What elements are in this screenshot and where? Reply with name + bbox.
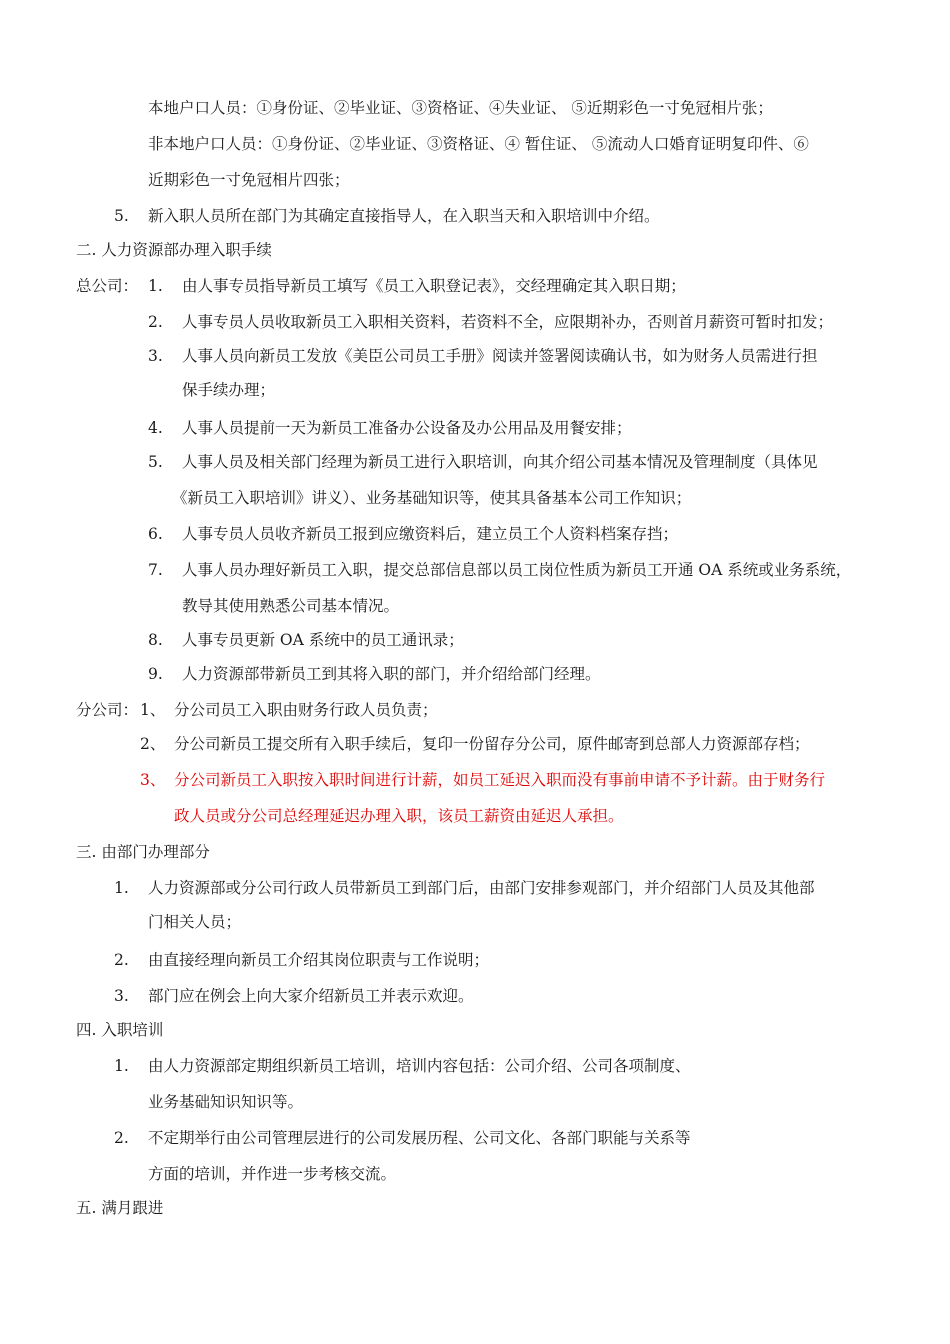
branch-item-3-text-line-2: 政人员或分公司总经理延迟办理入职，该员工薪资由延迟人承担。 <box>174 807 624 825</box>
dept-item-2-text: 由直接经理向新员工介绍其岗位职责与工作说明； <box>148 951 490 969</box>
training-item-2-text-line-1: 不定期举行由公司管理层进行的公司发展历程、公司文化、各部门职能与关系等 <box>148 1129 691 1147</box>
local-docs-line: 本地户口人员：①身份证、②毕业证、③资格证、④失业证、 ⑤近期彩色一寸免冠相片张； <box>148 99 773 117</box>
dept-item-3-number: 3. <box>114 987 129 1005</box>
hq-item-8-text: 人事专员更新 OA 系统中的员工通讯录； <box>182 631 464 649</box>
branch-item-3-text-line-1: 分公司新员工入职按入职时间进行计薪，如员工延迟入职而没有事前申请不予计薪。由于财务行 <box>174 771 826 789</box>
hq-item-3-text-line-2: 保手续办理； <box>182 381 276 399</box>
hq-item-5-text-line-1: 人事人员及相关部门经理为新员工进行入职培训，向其介绍公司基本情况及管理制度（具体见 <box>182 453 818 471</box>
hq-item-1-number: 1. <box>148 277 163 295</box>
section-5-heading: 五. 满月跟进 <box>76 1199 164 1217</box>
nonlocal-docs-line-1: 非本地户口人员：①身份证、②毕业证、③资格证、④ 暂住证、 ⑤流动人口婚育证明复印件、⑥ <box>148 135 809 153</box>
hq-item-6-text: 人事专员人员收齐新员工报到应缴资料后，建立员工个人资料档案存挡； <box>182 525 679 543</box>
hq-item-9-text: 人力资源部带新员工到其将入职的部门，并介绍给部门经理。 <box>182 665 601 683</box>
hq-item-4-number: 4. <box>148 419 163 437</box>
dept-item-2-number: 2. <box>114 951 129 969</box>
dept-item-1-number: 1. <box>114 879 129 897</box>
branch-item-2-text: 分公司新员工提交所有入职手续后，复印一份留存分公司，原件邮寄到总部人力资源部存档； <box>174 735 810 753</box>
branch-item-3-number: 3、 <box>140 771 166 789</box>
hq-item-2-text: 人事专员人员收取新员工入职相关资料，若资料不全，应限期补办，否则首月薪资可暂时扣发； <box>182 313 834 331</box>
hq-item-5-number: 5. <box>148 453 163 471</box>
hq-label: 总公司： <box>76 277 139 295</box>
intro-item-5-text: 新入职人员所在部门为其确定直接指导人，在入职当天和入职培训中介绍。 <box>148 207 660 225</box>
dept-item-3-text: 部门应在例会上向大家介绍新员工并表示欢迎。 <box>148 987 474 1005</box>
hq-item-2-number: 2. <box>148 313 163 331</box>
section-2-heading: 二. 人力资源部办理入职手续 <box>76 241 272 259</box>
branch-item-2-number: 2、 <box>140 735 166 753</box>
hq-item-8-number: 8. <box>148 631 163 649</box>
training-item-1-number: 1. <box>114 1057 129 1075</box>
hq-item-5-text-line-2: 《新员工入职培训》讲义）、业务基础知识等，使其具备基本公司工作知识； <box>172 489 692 507</box>
training-item-2-text-line-2: 方面的培训，并作进一步考核交流。 <box>148 1165 397 1183</box>
hq-item-3-number: 3. <box>148 347 163 365</box>
hq-item-7-number: 7. <box>148 561 163 579</box>
hq-item-7-text-line-2: 教导其使用熟悉公司基本情况。 <box>182 597 400 615</box>
hq-item-3-text-line-1: 人事人员向新员工发放《美臣公司员工手册》阅读并签署阅读确认书，如为财务人员需进行担 <box>182 347 818 365</box>
section-4-heading: 四. 入职培训 <box>76 1021 164 1039</box>
section-3-heading: 三. 由部门办理部分 <box>76 843 210 861</box>
hq-item-1-text: 由人事专员指导新员工填写《员工入职登记表》，交经理确定其入职日期； <box>182 277 686 295</box>
intro-item-5-number: 5. <box>114 207 129 225</box>
hq-item-6-number: 6. <box>148 525 163 543</box>
hq-item-4-text: 人事人员提前一天为新员工准备办公设备及办公用品及用餐安排； <box>182 419 632 437</box>
hq-item-7-text-line-1: 人事人员办理好新员工入职，提交总部信息部以员工岗位性质为新员工开通 OA 系统或业务系统， <box>182 561 852 579</box>
hq-item-9-number: 9. <box>148 665 163 683</box>
branch-item-1-number: 1、 <box>140 701 166 719</box>
branch-item-1-text: 分公司员工入职由财务行政人员负责； <box>174 701 438 719</box>
training-item-1-text-line-2: 业务基础知识知识等。 <box>148 1093 304 1111</box>
training-item-2-number: 2. <box>114 1129 129 1147</box>
dept-item-1-text-line-1: 人力资源部或分公司行政人员带新员工到部门后，由部门安排参观部门，并介绍部门人员及其他部 <box>148 879 815 897</box>
dept-item-1-text-line-2: 门相关人员； <box>148 913 242 931</box>
training-item-1-text-line-1: 由人力资源部定期组织新员工培训，培训内容包括：公司介绍、公司各项制度、 <box>148 1057 691 1075</box>
nonlocal-docs-line-2: 近期彩色一寸免冠相片四张； <box>148 171 350 189</box>
branch-label: 分公司： <box>76 701 139 719</box>
